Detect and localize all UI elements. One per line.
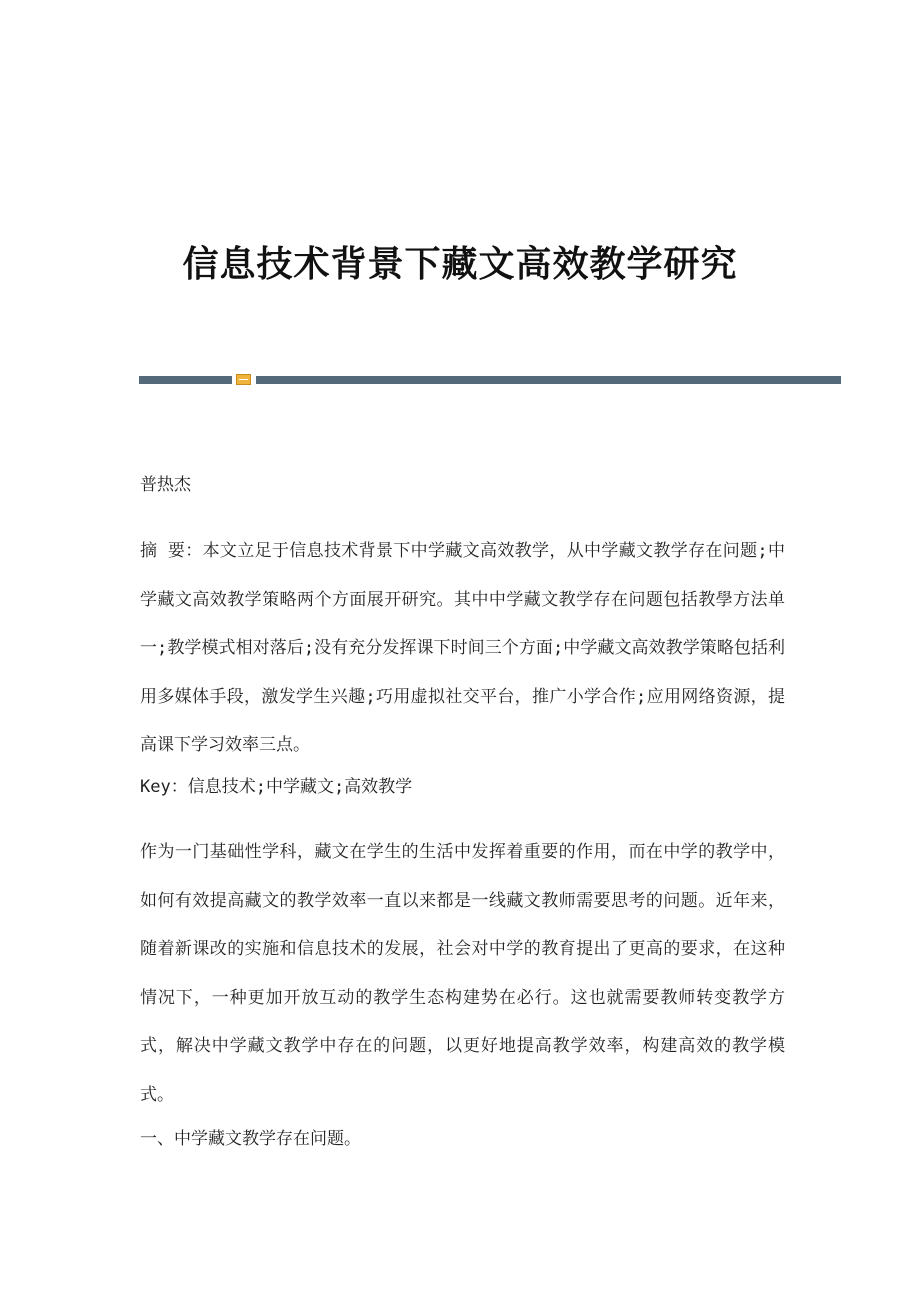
author-name: 普热杰 [140, 475, 191, 495]
section-heading: 一、中学藏文教学存在问题。 [140, 1129, 361, 1149]
keywords-line: Key：信息技术;中学藏文;高效教学 [140, 777, 413, 797]
divider-bar-left [139, 376, 232, 384]
abstract-paragraph: 摘 要：本文立足于信息技术背景下中学藏文高效教学，从中学藏文教学存在问题;中学藏文高效教学策略两个方面展开研究。其中中学藏文教学存在问题包括教學方法单一;教学模式相对落后;没有充分发挥课下时间三个方面;中学藏文高效教学策略包括利用多媒体手段，激发学生兴趣;巧用虚拟社交平台，推广小学合作;应用网络资源，提高课下学习效率三点。 [140, 541, 785, 755]
intro-paragraph: 作为一门基础性学科，藏文在学生的生活中发挥着重要的作用，而在中学的教学中，如何有效提高藏文的教学效率一直以来都是一线藏文教师需要思考的问题。近年来，随着新课改的实施和信息技术的发展，社会对中学的教育提出了更高的要求，在这种情况下，一种更加开放互动的教学生态构建势在必行。这也就需要教师转变教学方式，解决中学藏文教学中存在的问题，以更好地提高教学效率，构建高效的教学模式。 [140, 842, 785, 1105]
divider-ornament-icon [236, 374, 251, 385]
title-divider [139, 374, 841, 386]
document-title: 信息技术背景下藏文高效教学研究 [182, 243, 738, 286]
divider-bar-right [256, 376, 841, 384]
